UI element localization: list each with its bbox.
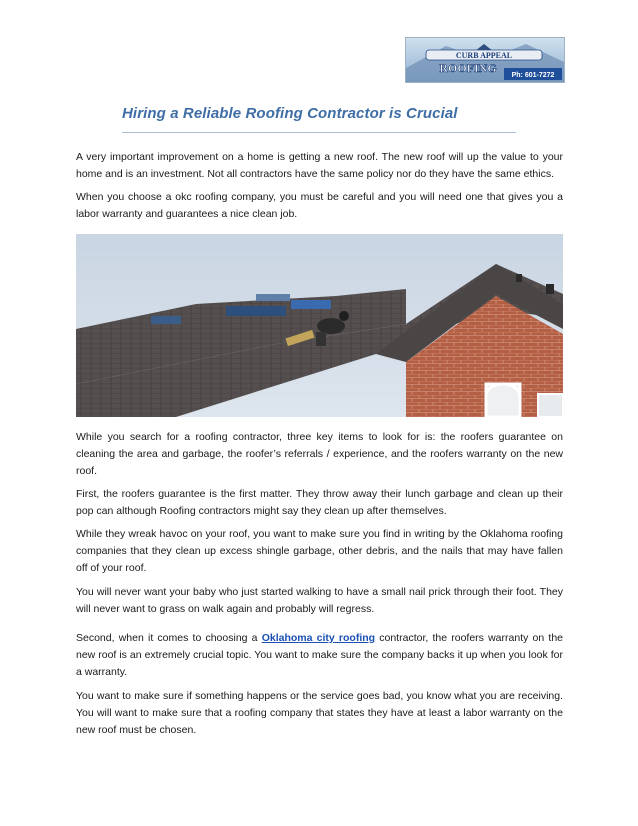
title-underline [122,132,516,133]
company-logo [405,37,565,83]
roofer-on-roof-photo-icon [76,234,563,417]
paragraph-6: You will never want your baby who just started walking to have a small nail prick through their foot. They will never want to grass on walk again and probably will regress. [76,586,563,615]
paragraph-5: While they wreak havoc on your roof, you want to make sure you find in writing by the Oklahoma roofing companies that they clean up excess shingle garbage, other debris, and the nails that may have fallen off of your roof. [76,528,563,574]
paragraph-2: When you choose a okc roofing company, you must be careful and you will need one that gives you a labor warranty and guarantees a nice clean job. [76,191,563,220]
logo-phone-text: Ph: 601-7272 [511,72,555,79]
paragraph-7 [76,630,563,681]
paragraph-1: A very important improvement on a home is getting a new roof. The new roof will up the value to your home and is an investment. Not all contractors have the same policy nor do they have the same ethics. [76,151,563,180]
paragraph-4: First, the roofers guarantee is the first matter. They throw away their lunch garbage and clean up their pop can although Roofing contractors might say they clean up after themselves. [76,488,563,517]
paragraph-3: While you search for a roofing contractor, three key items to look for is: the roofers guarantee on cleaning the area and garbage, the roofer’s referrals / experience, and the roofers warranty on the new roof. [76,431,563,477]
paragraph-8: You want to make sure if something happens or the service goes bad, you know what you are receiving. You will want to make sure that a roofing company that states they have at least a labor warranty on the new roof must be chosen. [76,690,563,736]
logo-graphic [406,38,564,82]
oklahoma-city-roofing-link[interactable]: Oklahoma city roofing [261,632,376,644]
logo-name-text: CURB APPEAL [455,51,513,60]
paragraph-7-rest: contractor, the roofers warranty on the new roof is an extremely crucial topic. You want to make sure the company backs it up when you look for a warranty. [76,632,563,678]
logo-brand-text: ROOFING [439,61,497,75]
paragraph-7-lead: Second, when it comes to choosing a [76,632,262,644]
article-title: Hiring a Reliable Roofing Contractor is Crucial [122,105,458,122]
roofer-photo [76,234,563,417]
